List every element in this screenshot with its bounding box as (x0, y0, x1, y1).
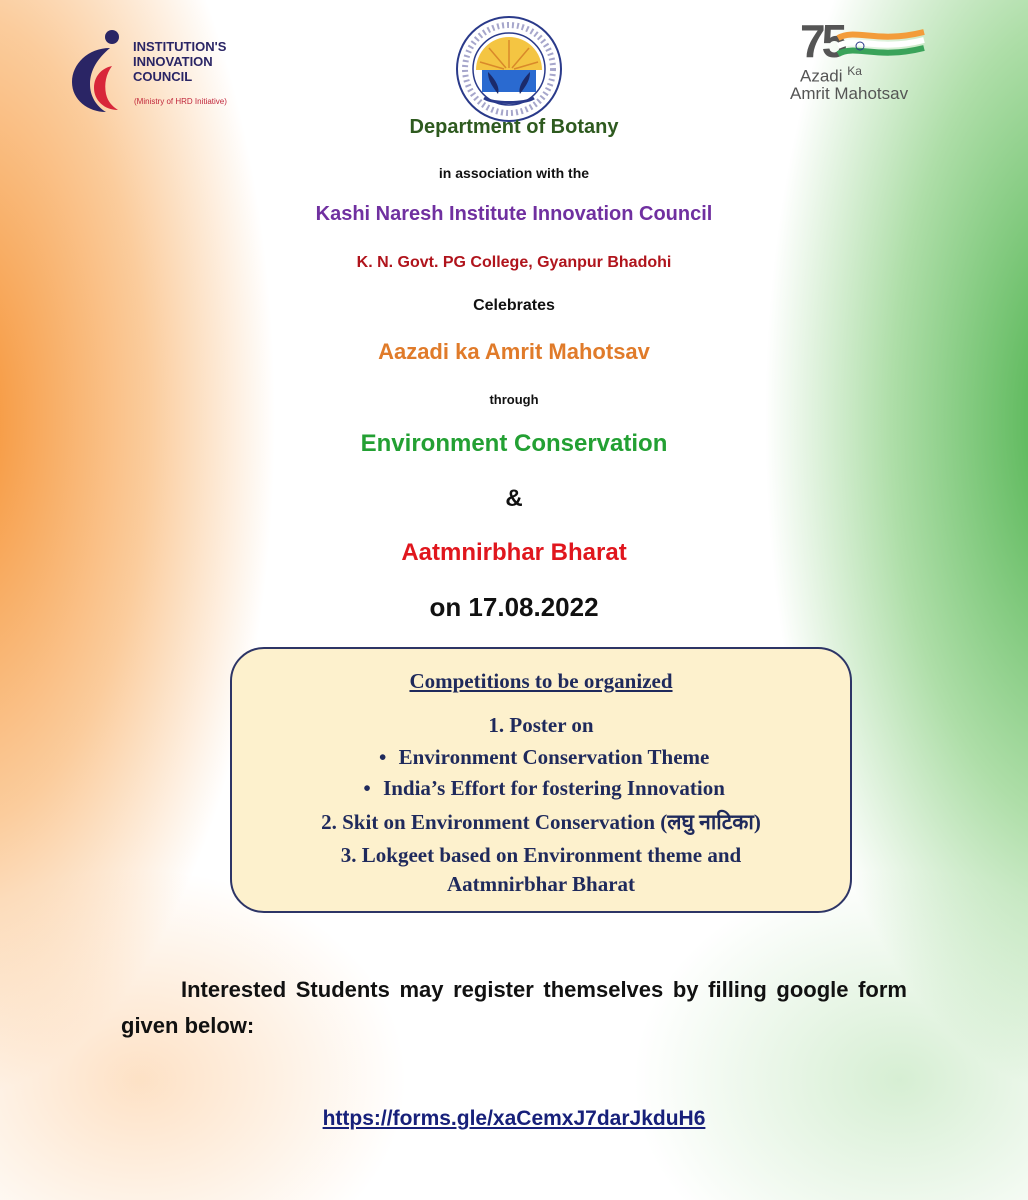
theme-environment: Environment Conservation (360, 430, 668, 457)
association-text: in association with the (438, 165, 590, 181)
iic-mark-icon (66, 28, 132, 114)
college-name: K. N. Govt. PG College, Gyanpur Bhadohi (356, 254, 672, 271)
competition-subitem-text: India’s Effort for fostering Innovation (383, 776, 725, 800)
through-text: through (489, 392, 539, 407)
iic-subtitle: (Ministry of HRD Initiative) (134, 97, 227, 106)
iic-name (133, 39, 226, 84)
google-form-link[interactable]: https://forms.gle/xaCemxJ7darJkduH6 (322, 1107, 706, 1130)
ampersand: & (505, 485, 523, 512)
celebrates-text: Celebrates (473, 297, 555, 314)
college-seal-icon (454, 14, 564, 124)
aam-azadi: Azadi (800, 66, 843, 86)
iic-logo (66, 24, 266, 114)
iic-name-line-3: COUNCIL (133, 69, 193, 84)
competition-subitem-text: Environment Conservation Theme (398, 745, 710, 769)
aam-number: 75 (800, 15, 844, 67)
competitions-title: Competitions to be organized (409, 669, 673, 693)
department-title: Department of Botany (409, 116, 619, 138)
competition-item-3-cont: Aatmnirbhar Bharat (446, 872, 636, 896)
competition-subitem (232, 776, 850, 801)
theme-aatmnirbhar: Aatmnirbhar Bharat (401, 539, 627, 566)
competitions-box (230, 647, 852, 913)
competition-subitem (232, 745, 850, 770)
bullet-icon: • (378, 745, 387, 769)
tricolor-wave-icon (836, 24, 926, 64)
council-name: Kashi Naresh Institute Innovation Council (315, 203, 713, 225)
event-date: on 17.08.2022 (429, 592, 599, 622)
aam-ka: Ka (847, 64, 862, 78)
iic-name-line-2: INNOVATION (133, 54, 213, 69)
iic-name-line-1: INSTITUTION'S (133, 39, 227, 54)
competition-item-3: 3. Lokgeet based on Environment theme and (340, 843, 742, 867)
registration-text: Interested Students may register themselves by filling google form given below: (121, 977, 907, 1038)
bullet-icon: • (363, 776, 371, 800)
aam-logo (790, 14, 960, 114)
competition-item-1: 1. Poster on (488, 713, 594, 737)
aam-text-line-2: Amrit Mahotsav (790, 84, 909, 103)
competition-item-2: 2. Skit on Environment Conservation (लघु नाटिका) (321, 810, 761, 834)
event-name: Aazadi ka Amrit Mahotsav (378, 339, 650, 364)
